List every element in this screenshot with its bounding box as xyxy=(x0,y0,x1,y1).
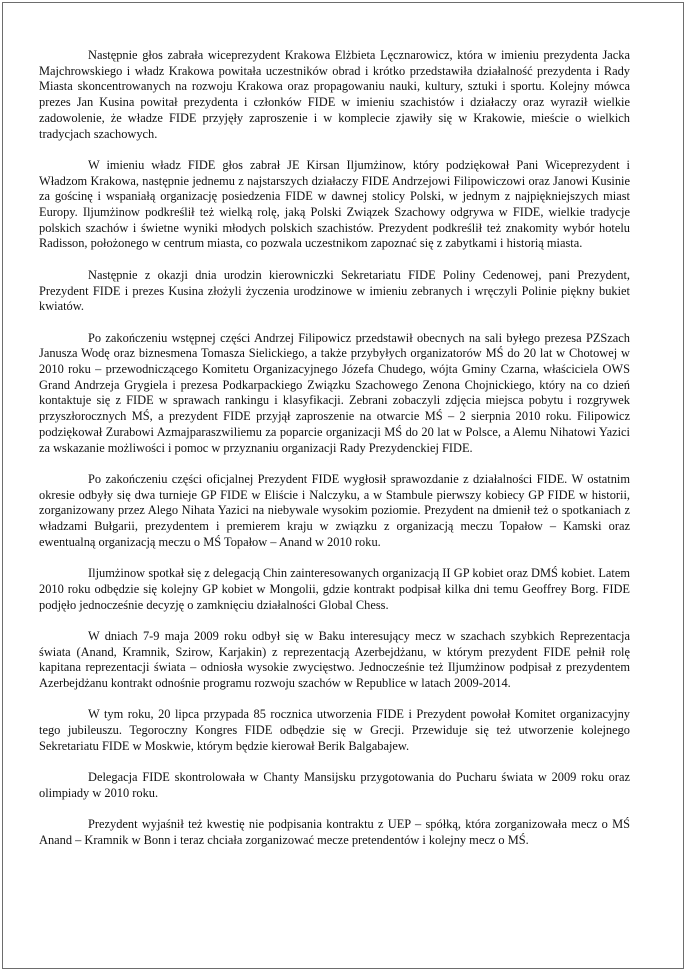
paragraph: Iljumżinow spotkał się z delegacją Chin zainteresowanych organizacją II GP kobiet oraz DMŚ kobiet. Latem 2010 roku odbędzie się kolejny GP kobiet w Mongolii, gdzie kontrakt podpisał kilka dni temu Geoffrey Borg. FIDE podjęło jednocześnie decyzję o zamknięciu działalności Global Chess. xyxy=(39,566,630,612)
paragraph: Delegacja FIDE skontrolowała w Chanty Mansijsku przygotowania do Pucharu świata w 2009 roku oraz olimpiady w 2010 roku. xyxy=(39,770,630,800)
paragraph: W tym roku, 20 lipca przypada 85 rocznica utworzenia FIDE i Prezydent powołał Komitet organizacyjny tego jubileuszu. Tegoroczny Kongres FIDE odbędzie się w Grecji. Przewiduje się też utworzenie kolejnego Sekretariatu FIDE w Moskwie, którym będzie kierował Berik Balgabajew. xyxy=(39,707,630,753)
paragraph: Po zakończeniu wstępnej części Andrzej Filipowicz przedstawił obecnych na sali byłego prezesa PZSzach Janusza Wodę oraz biznesmena Tomasza Sielickiego, a także przybyłych organizatorów MŚ do 20 lat w Chotowej w 2010 roku – przewodniczącego Komitetu Organizacyjnego Józefa Chudego, wójta Gminy Czarna, właściciela OWS Grand Andrzeja Grygiela i prezesa Podkarpackiego Związku Szachowego Zenona Chojnickiego, który na co dzień kontaktuje się z FIDE w sprawach rankingu i klasyfikacji. Zebrani zobaczyli zdjęcia miejsca pobytu i rozgrywek przyszłorocznych MŚ, a prezydent FIDE przyjął zaproszenie na otwarcie MŚ – 2 sierpnia 2010 roku. Filipowicz podziękował Zurabowi Azmajparaszwiliemu za poparcie organizacji MŚ do 20 lat w Polsce, a Alemu Nihatowi Yazici za wskazanie możliwości i pomoc w przyznaniu organizacji Rady Prezydenckiej FIDE. xyxy=(39,330,630,455)
paragraph: W imieniu władz FIDE głos zabrał JE Kirsan Iljumżinow, który podziękował Pani Wiceprezydent i Władzom Krakowa, następnie jednemu z najstarszych działaczy FIDE Andrzejowi Filipowiczowi oraz Janowi Kusinie za gościnę i wspaniałą organizację posiedzenia FIDE w dawnej stolicy Polski, w jednym z najpiękniejszych miast Europy. Iljumżinow podkreślił też wielką rolę, jaką Polski Związek Szachowy odgrywa w FIDE, wielkie tradycje polskich szachów i świetne wyniki młodych polskich szachistów. Prezydent podkreślił też znakomity wybór hotelu Radisson, położonego w centrum miasta, co pozwala uczestnikom zapoznać się z zabytkami i historią miasta. xyxy=(39,157,630,251)
document-body xyxy=(39,48,630,864)
paragraph: W dniach 7-9 maja 2009 roku odbył się w Baku interesujący mecz w szachach szybkich Reprezentacja świata (Anand, Kramnik, Szirow, Karjakin) z reprezentacją Azerbejdżanu, w którym prezydent FIDE pełnił rolę kapitana reprezentacji świata – odniosła wysokie zwycięstwo. Jednocześnie też Iljumżinow podpisał z prezydentem Azerbejdżanu kontrakt odnośnie programu rozwoju szachów w Republice w latach 2009-2014. xyxy=(39,628,630,691)
paragraph: Prezydent wyjaśnił też kwestię nie podpisania kontraktu z UEP – spółką, która zorganizowała mecz o MŚ Anand – Kramnik w Bonn i teraz chciała zorganizować mecze pretendentów i kolejny mecz o MŚ. xyxy=(39,817,630,848)
paragraph: Po zakończeniu części oficjalnej Prezydent FIDE wygłosił sprawozdanie z działalności FIDE. W ostatnim okresie odbyły się dwa turnieje GP FIDE w Eliście i Nalczyku, a w Stambule pierwszy kobiecy GP FIDE w historii, zorganizowany przez Alego Nihata Yazici na niebywale wysokim poziomie. Prezydent na dmienił też o spotkaniach z władzami Bułgarii, prezydentem i premierem kraju w związku z organizacją meczu Topałow – Kamski oraz ewentualną organizacją meczu o MŚ Topałow – Anand w 2010 roku. xyxy=(39,471,630,549)
document-page xyxy=(2,2,684,969)
paragraph: Następnie głos zabrała wiceprezydent Krakowa Elżbieta Lęcznarowicz, która w imieniu prezydenta Jacka Majchrowskiego i władz Krakowa powitała uczestników obrad i krótko przedstawiła działalność prezydenta i Rady Miasta skoncentrowanych na rozwoju Krakowa oraz propagowaniu nauki, kultury, sztuki i sportu. Kolejny mówca prezes Jan Kusina powitał prezydenta i członków FIDE w imieniu szachistów i działaczy oraz wyraził wielkie zadowolenie, że władze FIDE przyjęły zaproszenie i w komplecie zjawiły się w Krakowie, mieście o wielkich tradycjach szachowych. xyxy=(39,48,630,141)
paragraph: Następnie z okazji dnia urodzin kierowniczki Sekretariatu FIDE Poliny Cedenowej, pani Prezydent, Prezydent FIDE i prezes Kusina złożyli życzenia urodzinowe w imieniu zebranych i wręczyli Polinie piękny bukiet kwiatów. xyxy=(39,267,630,314)
